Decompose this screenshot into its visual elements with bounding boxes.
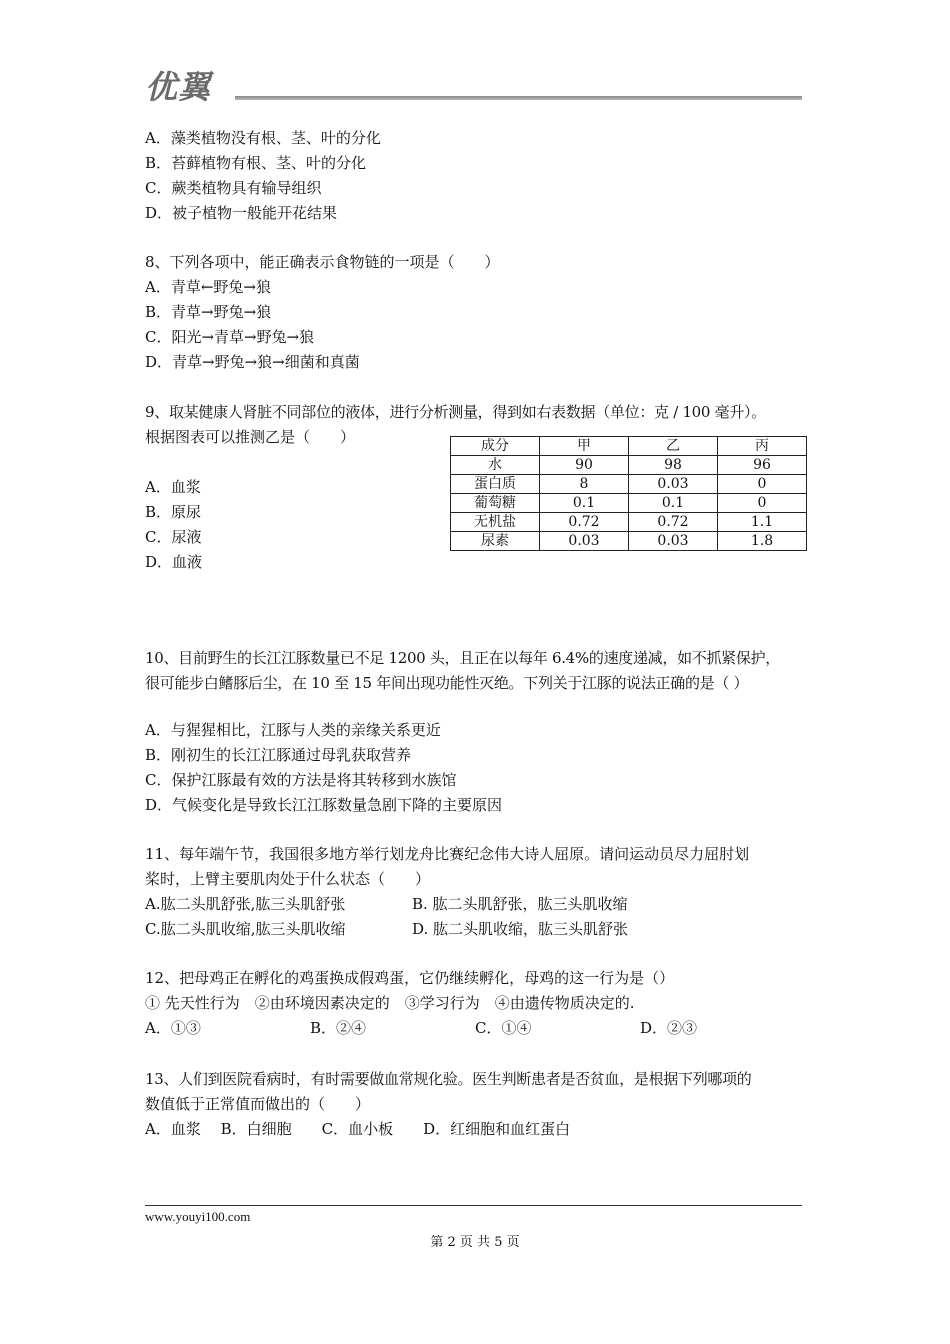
table-cell: 葡萄糖 bbox=[451, 494, 540, 513]
q13-options: A．血浆 B．白细胞 C．血小板 D．红细胞和血红蛋白 bbox=[145, 1120, 571, 1138]
q12-stem: 12、把母鸡正在孵化的鸡蛋换成假鸡蛋，它仍继续孵化，母鸡的这一行为是（） bbox=[145, 969, 675, 987]
table-header-cell: 丙 bbox=[718, 437, 807, 456]
header-rule bbox=[235, 96, 802, 100]
table-cell: 无机盐 bbox=[451, 513, 540, 532]
q8-option-b: B．青草→野兔→狼 bbox=[145, 303, 272, 321]
q7-option-d: D．被子植物一般能开花结果 bbox=[145, 204, 338, 222]
q10-stem-line1: 10、目前野生的长江江豚数量已不足 1200 头，且正在以每年 6.4%的速度递减，如不抓紧保护， bbox=[145, 649, 780, 667]
table-cell: 0.03 bbox=[629, 475, 718, 494]
q12-option-b: B．②④ bbox=[310, 1019, 367, 1037]
q9-option-b: B．原尿 bbox=[145, 503, 202, 521]
q10-option-d: D．气候变化是导致长江江豚数量急剧下降的主要原因 bbox=[145, 796, 503, 814]
q8-option-a: A．青草←野兔→狼 bbox=[145, 278, 271, 296]
q8-option-c: C．阳光→青草→野兔→狼 bbox=[145, 328, 315, 346]
q9-option-d: D．血液 bbox=[145, 553, 203, 571]
table-cell: 0.72 bbox=[540, 513, 629, 532]
table-cell: 0.1 bbox=[540, 494, 629, 513]
table-cell: 0.03 bbox=[629, 532, 718, 551]
table-cell: 0 bbox=[718, 494, 807, 513]
table-cell: 0.72 bbox=[629, 513, 718, 532]
table-cell: 8 bbox=[540, 475, 629, 494]
q9-stem-line1: 9、取某健康人肾脏不同部位的液体，进行分析测量，得到如右表数据（单位：克 / 100 毫升）。 bbox=[145, 403, 766, 421]
q12-items: ① 先天性行为 ②由环境因素决定的 ③学习行为 ④由遗传物质决定的. bbox=[145, 994, 635, 1012]
table-cell: 1.8 bbox=[718, 532, 807, 551]
q11-option-a: A.肱二头肌舒张,肱三头肌舒张 bbox=[145, 895, 346, 913]
q12-option-d: D．②③ bbox=[640, 1019, 698, 1037]
q11-stem-line2: 桨时，上臂主要肌肉处于什么状态（ ） bbox=[145, 870, 431, 888]
table-header-cell: 乙 bbox=[629, 437, 718, 456]
q11-option-d: D. 肱二头肌收缩，肱三头肌舒张 bbox=[412, 920, 629, 938]
table-cell: 尿素 bbox=[451, 532, 540, 551]
table-cell: 90 bbox=[540, 456, 629, 475]
table-header-row bbox=[451, 437, 807, 456]
q13-stem-line2: 数值低于正常值而做出的（ ） bbox=[145, 1095, 371, 1113]
q12-option-a: A．①③ bbox=[145, 1019, 201, 1037]
q8-option-d: D．青草→野兔→狼→细菌和真菌 bbox=[145, 353, 360, 371]
table-row bbox=[451, 475, 807, 494]
q10-option-c: C．保护江豚最有效的方法是将其转移到水族馆 bbox=[145, 771, 457, 789]
table-row bbox=[451, 513, 807, 532]
table-cell: 0.03 bbox=[540, 532, 629, 551]
q10-stem-line2: 很可能步白鳍豚后尘，在 10 至 15 年间出现功能性灭绝。下列关于江豚的说法正确的是（ ） bbox=[145, 674, 749, 692]
table-cell: 98 bbox=[629, 456, 718, 475]
q13-stem-line1: 13、人们到医院看病时，有时需要做血常规化验。医生判断患者是否贫血，是根据下列哪项的 bbox=[145, 1070, 752, 1088]
q7-option-c: C．蕨类植物具有输导组织 bbox=[145, 179, 322, 197]
q8-stem: 8、下列各项中，能正确表示食物链的一项是（ ） bbox=[145, 253, 500, 271]
table-cell: 水 bbox=[451, 456, 540, 475]
table-cell: 0 bbox=[718, 475, 807, 494]
table-cell: 96 bbox=[718, 456, 807, 475]
q9-stem-line2: 根据图表可以推测乙是（ ） bbox=[145, 428, 356, 446]
q9-option-a: A．血浆 bbox=[145, 478, 201, 496]
q10-option-b: B．刚初生的长江江豚通过母乳获取营养 bbox=[145, 746, 412, 764]
page-number: 第 2 页 共 5 页 bbox=[430, 1235, 520, 1250]
table-cell: 0.1 bbox=[629, 494, 718, 513]
q9-option-c: C．尿液 bbox=[145, 528, 202, 546]
q11-stem-line1: 11、每年端午节，我国很多地方举行划龙舟比赛纪念伟大诗人屈原。请问运动员尽力屈肘划 bbox=[145, 845, 750, 863]
table-cell: 1.1 bbox=[718, 513, 807, 532]
q7-option-b: B．苔藓植物有根、茎、叶的分化 bbox=[145, 154, 367, 172]
brand-logo: 优翼 bbox=[145, 68, 212, 106]
table-header-cell: 成分 bbox=[451, 437, 540, 456]
table-row bbox=[451, 532, 807, 551]
q11-option-b: B. 肱二头肌舒张，肱三头肌收缩 bbox=[412, 895, 628, 913]
table-row bbox=[451, 456, 807, 475]
q10-option-a: A．与猩猩相比，江豚与人类的亲缘关系更近 bbox=[145, 721, 441, 739]
q11-option-c: C.肱二头肌收缩,肱三头肌收缩 bbox=[145, 920, 346, 938]
table-row bbox=[451, 494, 807, 513]
table-cell: 蛋白质 bbox=[451, 475, 540, 494]
kidney-fluid-table bbox=[450, 436, 807, 551]
q12-option-c: C．①④ bbox=[475, 1019, 532, 1037]
table-header-cell: 甲 bbox=[540, 437, 629, 456]
q7-option-a: A．藻类植物没有根、茎、叶的分化 bbox=[145, 129, 381, 147]
footer-url[interactable]: www.youyi100.com bbox=[145, 1209, 251, 1224]
footer-rule bbox=[145, 1205, 802, 1206]
